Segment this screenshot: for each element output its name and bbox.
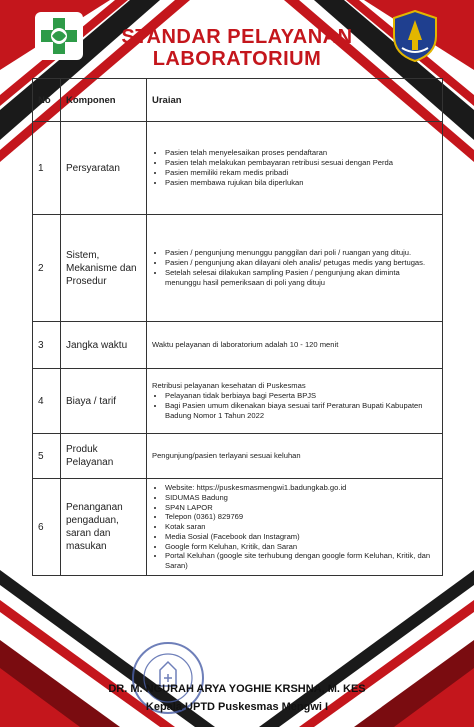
table-row xyxy=(33,479,443,576)
header-komponen: Komponen xyxy=(61,79,147,122)
row-uraian xyxy=(147,215,443,322)
row-uraian xyxy=(147,479,443,576)
list-item: • Pasien / pengunjung menunggu panggilan dari poli / ruangan yang dituju. xyxy=(165,248,437,258)
list-item: • Pasien memiliki rekam medis pribadi xyxy=(165,168,437,178)
table-header-row xyxy=(33,79,443,122)
table-row xyxy=(33,122,443,215)
list-item: • Setelah selesai dilakukan sampling Pasien / pengunjung akan diminta menunggu hasil pemeriksaan di poli yang dituju xyxy=(165,268,437,288)
row-komponen: Produk Pelayanan xyxy=(61,434,147,479)
list-item: • Google form Keluhan, Kritik, dan Saran xyxy=(165,542,437,552)
page-title-line2: LABORATORIUM xyxy=(152,48,322,70)
row-number: 3 xyxy=(33,322,61,369)
table-row xyxy=(33,215,443,322)
table-row xyxy=(33,434,443,479)
list-item: • Pasien telah melakukan pembayaran retribusi sesuai dengan Perda xyxy=(165,158,437,168)
row-number: 1 xyxy=(33,122,61,215)
row-intro-text: Retribusi pelayanan kesehatan di Puskesmas xyxy=(152,381,306,391)
list-item: • SP4N LAPOR xyxy=(165,503,437,513)
row-komponen: Biaya / tarif xyxy=(61,369,147,434)
table-row xyxy=(33,322,443,369)
list-item: • Pasien / pengunjung akan dilayani oleh analis/ petugas medis yang bertugas. xyxy=(165,258,437,268)
row-komponen: Penanganan pengaduan, saran dan masukan xyxy=(61,479,147,576)
row-uraian: Waktu pelayanan di laboratorium adalah 10 - 120 menit xyxy=(147,322,443,369)
row-uraian: Pengunjung/pasien terlayani sesuai keluhan xyxy=(147,434,443,479)
list-item: • Website: https://puskesmasmengwi1.badungkab.go.id xyxy=(165,483,437,493)
row-number: 4 xyxy=(33,369,61,434)
row-number: 5 xyxy=(33,434,61,479)
header-no: No xyxy=(33,79,61,122)
page-title-line1: STANDAR PELAYANAN xyxy=(121,26,353,48)
list-item: • Pasien telah menyelesaikan proses pendaftaran xyxy=(165,148,437,158)
list-item: • Pasien membawa rujukan bila diperlukan xyxy=(165,178,437,188)
row-uraian xyxy=(147,369,443,434)
row-komponen: Persyaratan xyxy=(61,122,147,215)
row-komponen: Sistem, Mekanisme dan Prosedur xyxy=(61,215,147,322)
list-item: • Pelayanan tidak berbiaya bagi Peserta BPJS xyxy=(165,391,437,401)
header-uraian: Uraian xyxy=(147,79,443,122)
list-item: • Portal Keluhan (google site terhubung dengan google form Keluhan, Kritik, dan Saran) xyxy=(165,551,437,571)
row-komponen: Jangka waktu xyxy=(61,322,147,369)
row-uraian xyxy=(147,122,443,215)
signatory-position: Kepala UPTD Puskesmas Mengwi I xyxy=(145,701,329,713)
row-number: 2 xyxy=(33,215,61,322)
row-number: 6 xyxy=(33,479,61,576)
list-item: • Media Sosial (Facebook dan Instagram) xyxy=(165,532,437,542)
list-item: • SIDUMAS Badung xyxy=(165,493,437,503)
signatory-name: DR. M. NGURAH ARYA YOGHIE KRSHNA, M. KES xyxy=(108,683,366,695)
list-item: • Telepon (0361) 829769 xyxy=(165,512,437,522)
list-item: • Kotak saran xyxy=(165,522,437,532)
list-item: • Bagi Pasien umum dikenakan biaya sesuai tarif Peraturan Bupati Kabupaten Badung Nomor 1 Tahun 2022 xyxy=(165,401,437,421)
standard-table xyxy=(32,78,443,576)
table-row xyxy=(33,369,443,434)
